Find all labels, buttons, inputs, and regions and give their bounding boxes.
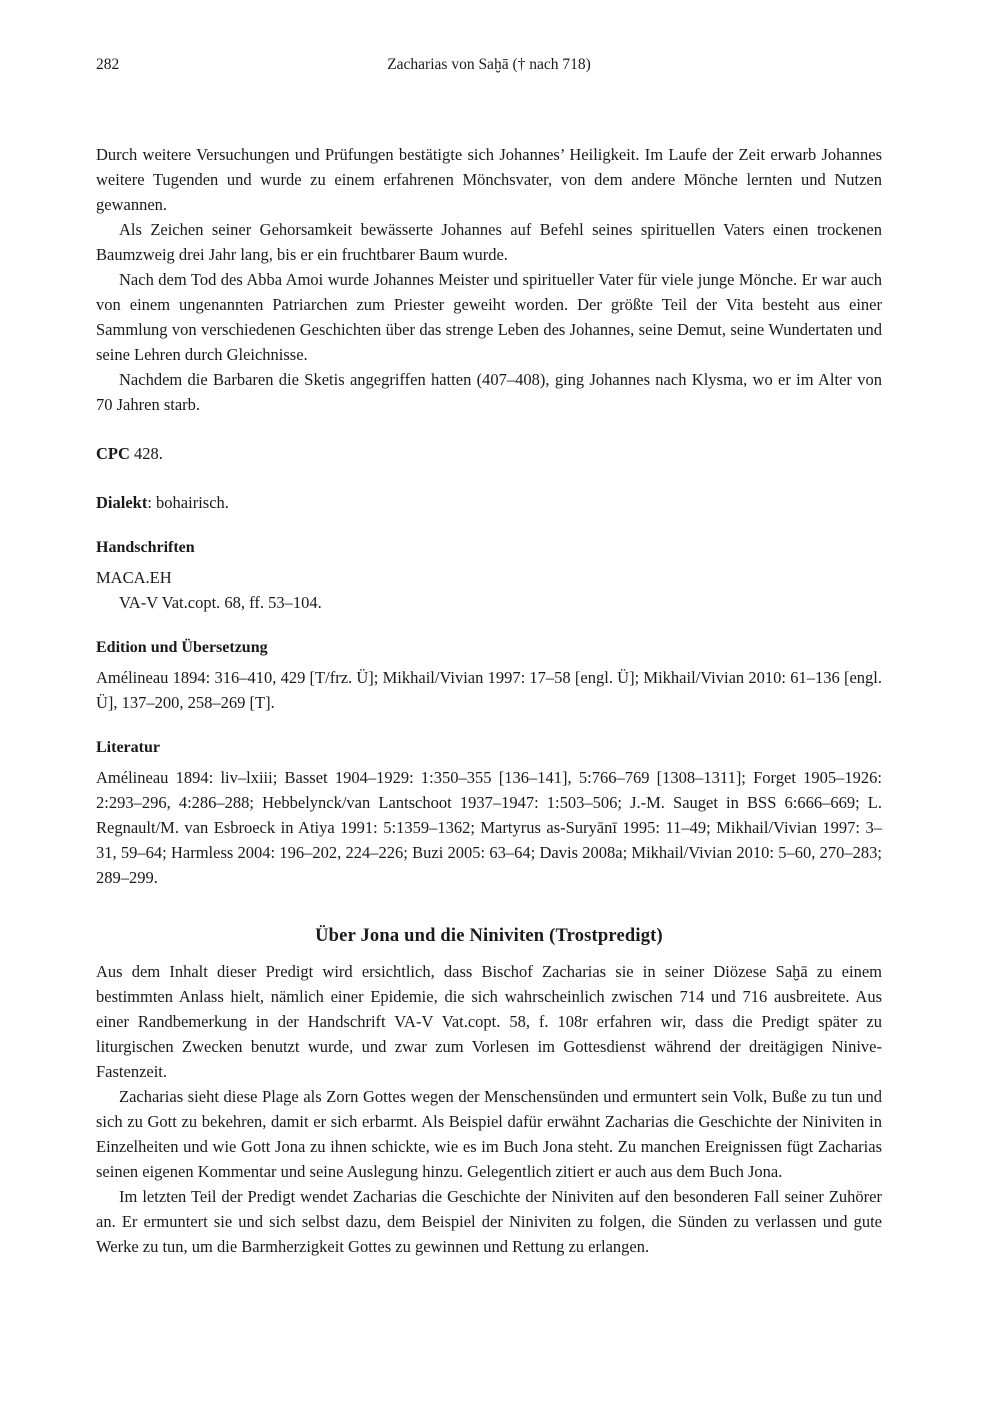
literatur-section: [96, 737, 882, 890]
literatur-heading: Literatur: [96, 739, 160, 756]
paragraph: Nachdem die Barbaren die Sketis angegriffen hatten (407–408), ging Johannes nach Klysma, wo er im Alter von 70 Jahren starb.: [96, 370, 882, 414]
page: [96, 56, 882, 1259]
running-title: Zacharias von Saḫā († nach 718): [387, 56, 591, 73]
paragraph: Im letzten Teil der Predigt wendet Zacharias die Geschichte der Niniviten auf den besonderen Fall seiner Zuhörer an. Er ermuntert sie und sich selbst dazu, dem Beispiel der Niniviten zu folgen, die Sünden zu verlassen und gute Werke zu tun, um die Barmherzigkeit Gottes zu gewinnen und Rettung zu erlangen.: [96, 1187, 882, 1256]
page-number: 282: [96, 56, 120, 73]
dialekt-entry: [96, 490, 882, 515]
paragraph: Zacharias sieht diese Plage als Zorn Gottes wegen der Menschensünden und ermuntert sein Volk, Buße zu tun und sich zu Gott zu bekehren, damit er sich erbarmt. Als Beispiel dafür erwähnt Zacharias die Geschichte der Niniviten in Einzelheiten und wie Gott Jona zu ihnen schickte, wie es im Buch Jona steht. Zu manchen Ereignissen fügt Zacharias seinen eigenen Kommentar und seine Auslegung hinzu. Gelegentlich zitiert er auch aus dem Buch Jona.: [96, 1087, 882, 1181]
edition-section: [96, 637, 882, 715]
section-title: Über Jona und die Niniviten (Trostpredigt): [315, 926, 663, 946]
paragraph: Als Zeichen seiner Gehorsamkeit bewässerte Johannes auf Befehl seines spirituellen Vaters einen trockenen Baumzweig drei Jahr lang, bis er ein fruchtbarer Baum wurde.: [96, 220, 882, 264]
handschriften-heading: Handschriften: [96, 539, 195, 556]
edition-heading: Edition und Übersetzung: [96, 639, 268, 656]
dialekt-label: Dialekt: [96, 493, 148, 512]
siglum: MACA.EH: [96, 568, 172, 587]
edition-text: Amélineau 1894: 316–410, 429 [T/frz. Ü]; Mikhail/Vivian 1997: 17–58 [engl. Ü]; Mikhail/Vivian 2010: 61–136 [engl. Ü], 137–200, 258–269 [T].: [96, 668, 882, 712]
cpc-label: CPC: [96, 444, 130, 463]
manuscript-entry: VA-V Vat.copt. 68, ff. 53–104.: [119, 593, 322, 612]
paragraph: Nach dem Tod des Abba Amoi wurde Johannes Meister und spiritueller Vater für viele junge Mönche. Er war auch von einem ungenannten Patriarchen zum Priester geweiht worden. Der größte Teil der Vita besteht aus einer Sammlung von verschiedenen Geschichten über das strenge Leben des Johannes, seine Demut, seine Wundertaten und seine Lehren durch Gleichnisse.: [96, 270, 882, 364]
cpc-value: 428.: [129, 444, 163, 463]
literatur-text: Amélineau 1894: liv–lxiii; Basset 1904–1929: 1:350–355 [136–141], 5:766–769 [1308–1311]; Forget 1905–1926: 2:293–296, 4:286–288; Hebbelynck/van Lantschoot 1937–1947: 1:503–506; J.-M. Sauget in BSS 6:666–669; L. Regnault/M. van Esbroeck in Atiya 1991: 5:1359–1362; Martyrus as-Suryānī 1995: 11–49; Mikhail/Vivian 1997: 3–31, 59–64; Harmless 2004: 196–202, 224–226; Buzi 2005: 63–64; Davis 2008a; Mikhail/Vivian 2010: 5–60, 270–283; 289–299.: [96, 768, 882, 887]
dialekt-value: : bohairisch.: [147, 493, 229, 512]
running-head: [96, 56, 882, 80]
paragraph: Durch weitere Versuchungen und Prüfungen bestätigte sich Johannes’ Heiligkeit. Im Laufe der Zeit erwarb Johannes weitere Tugenden und wurde zu einem erfahrenen Mönchsvater, von dem andere Mönche lernten und Nutzen gewannen.: [96, 145, 882, 214]
cpc-entry: [96, 441, 882, 466]
section-body: [96, 959, 882, 1259]
paragraph: Aus dem Inhalt dieser Predigt wird ersichtlich, dass Bischof Zacharias sie in seiner Diözese Saḫā zu einem bestimmten Anlass hielt, nämlich einer Epidemie, die sich wahrscheinlich zwischen 714 und 716 ausbreitete. Aus einer Randbemerkung in der Handschrift VA-V Vat.copt. 58, f. 108r erfahren wir, dass die Predigt später zu liturgischen Zwecken benutzt wurde, und zwar zum Vorlesen im Gottesdienst während der dreitägigen Ninive-Fastenzeit.: [96, 962, 882, 1081]
handschriften-section: [96, 537, 882, 615]
intro-section: [96, 142, 882, 417]
